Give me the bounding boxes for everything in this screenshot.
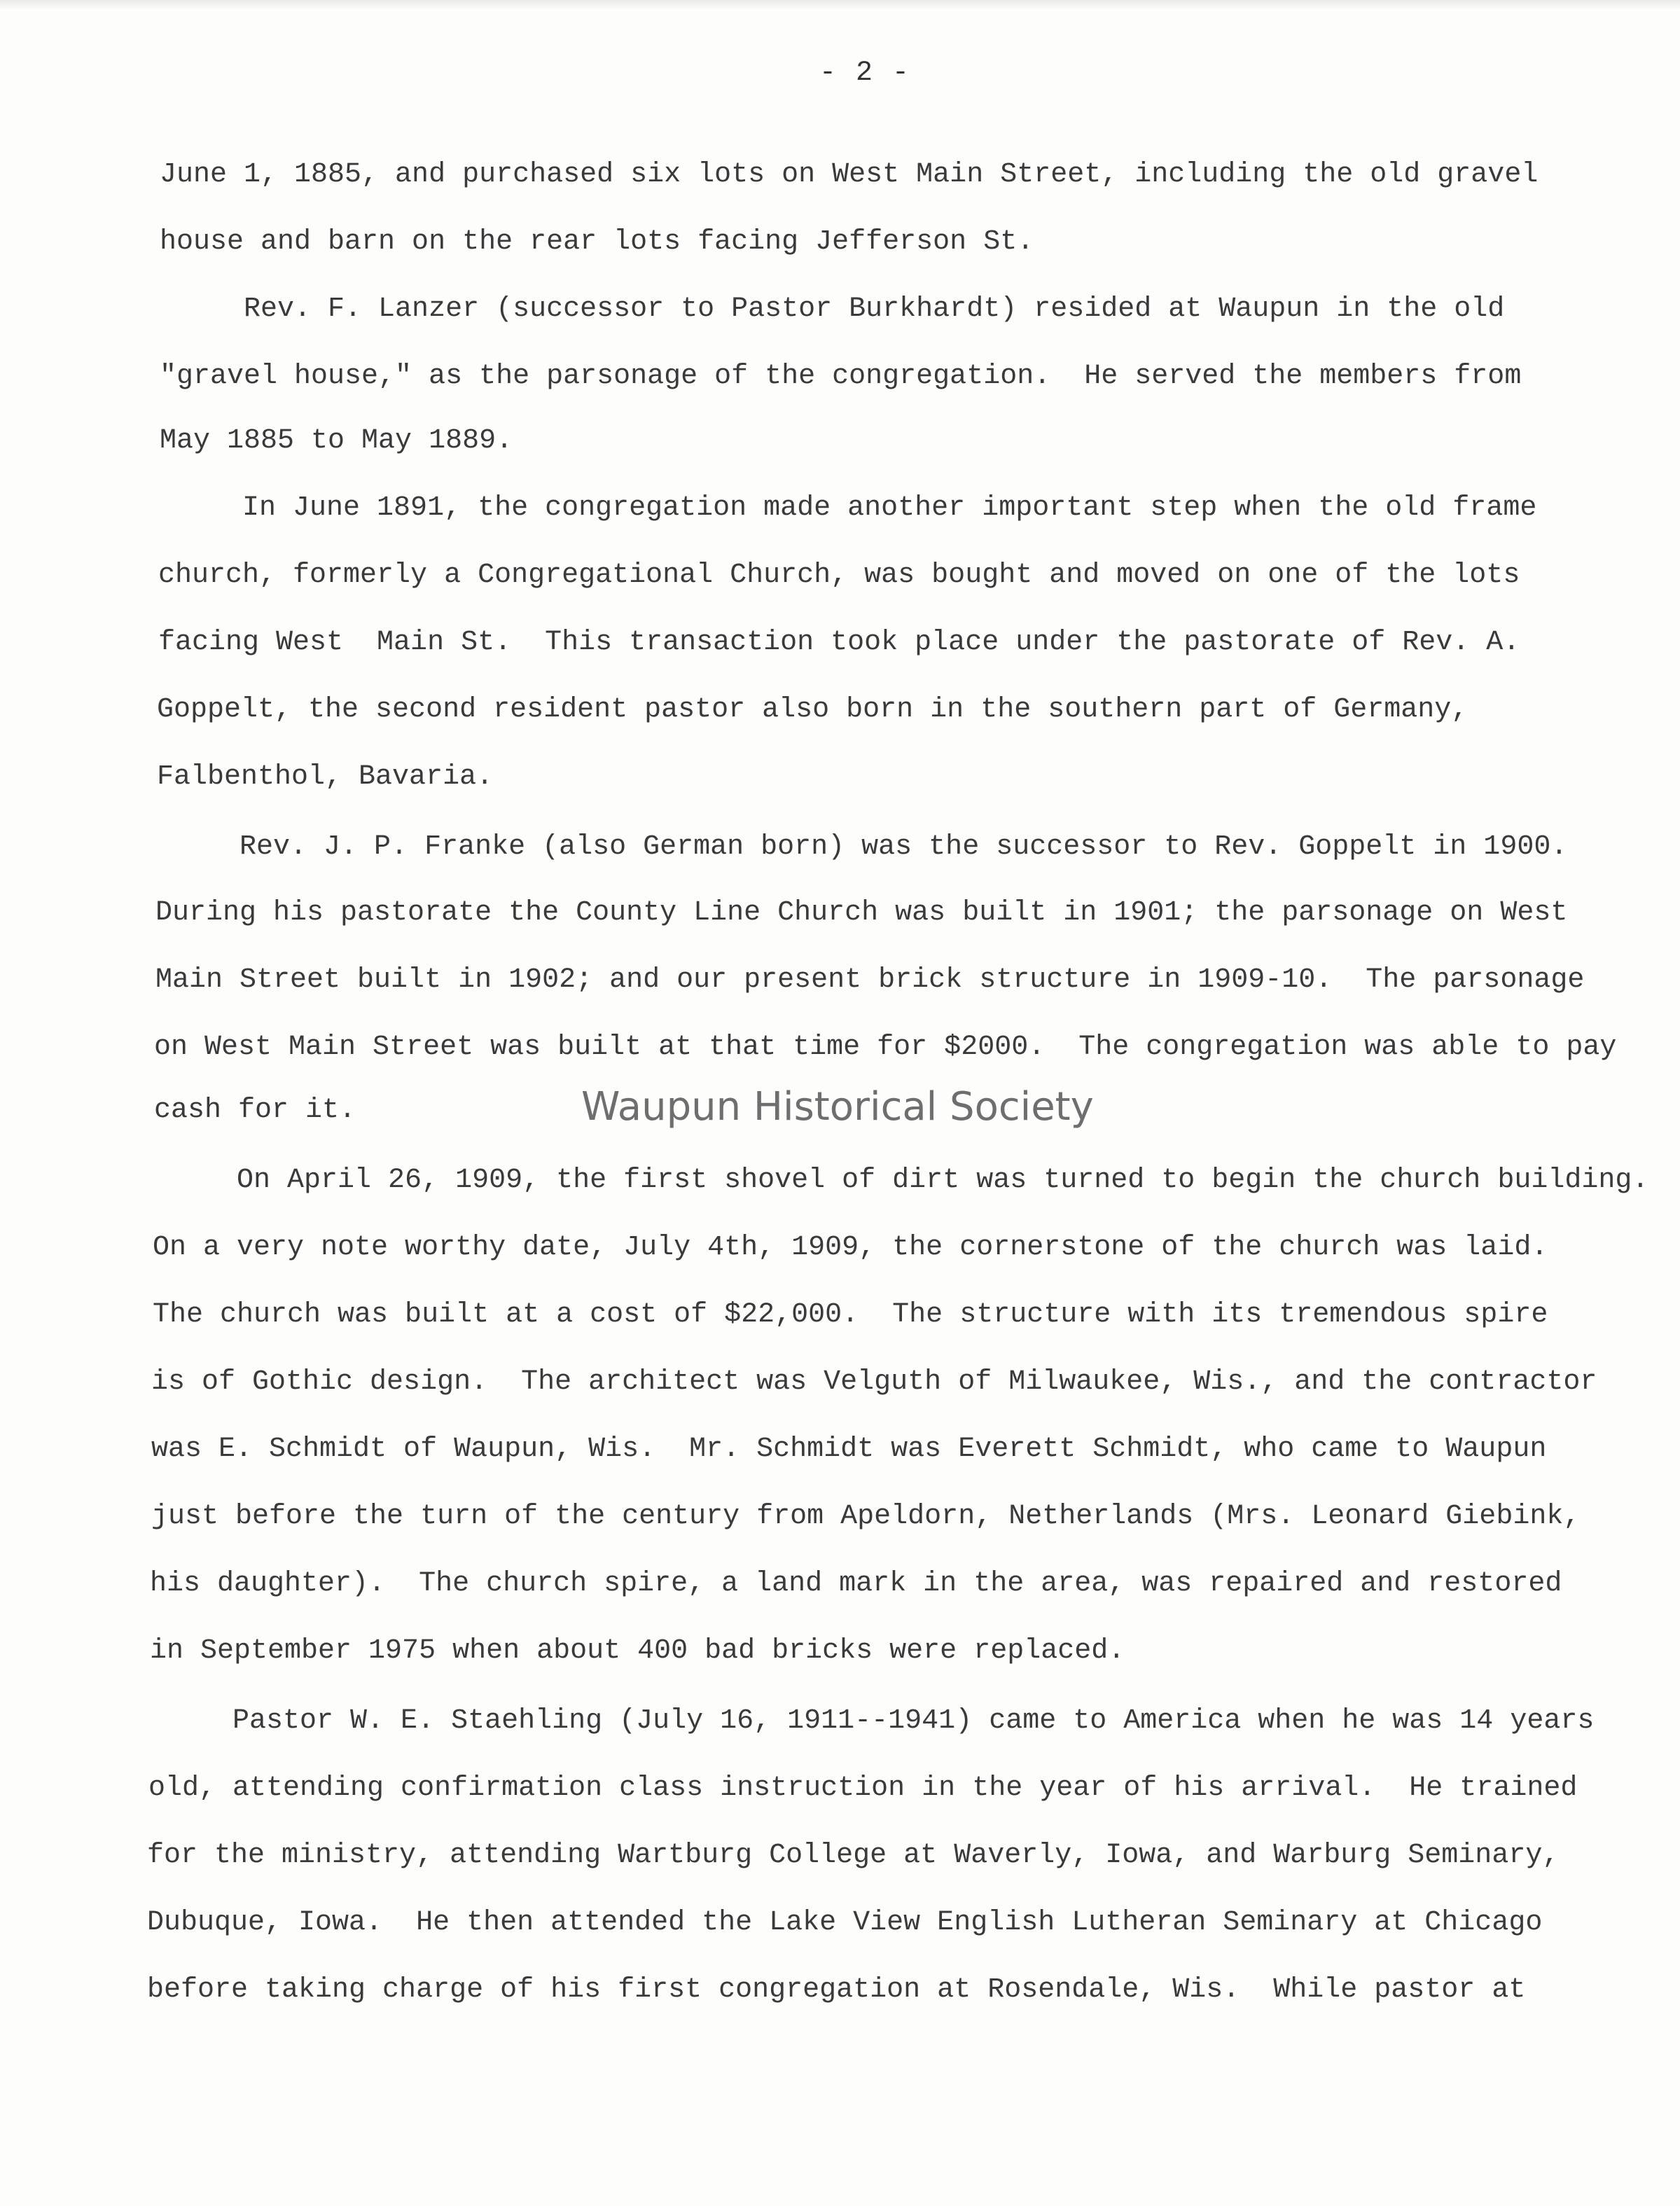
text-line-6: In June 1891, the congregation made another important step when the old frame (158, 492, 1537, 524)
text-line-26: for the ministry, attending Wartburg College at Waverly, Iowa, and Warburg Seminary, (147, 1840, 1560, 1871)
text-line-15: cash for it. (154, 1095, 356, 1126)
text-line-25: old, attending confirmation class instruction in the year of his arrival. He trained (148, 1773, 1578, 1804)
text-line-18: The church was built at a cost of $22,000. The structure with its tremendous spire (153, 1299, 1548, 1331)
page-top-edge (0, 0, 1680, 10)
text-line-14: on West Main Street was built at that time for $2000. The congregation was able to pay (154, 1032, 1617, 1063)
page-number: - 2 - (819, 57, 911, 89)
text-line-4: "gravel house," as the parsonage of the congregation. He served the members from (160, 361, 1522, 392)
text-line-23: in September 1975 when about 400 bad bricks were replaced. (150, 1635, 1125, 1667)
text-line-12: During his pastorate the County Line Church was built in 1901; the parsonage on West (155, 897, 1568, 929)
text-line-17: On a very note worthy date, July 4th, 1909, the cornerstone of the church was laid. (153, 1232, 1548, 1263)
text-line-20: was E. Schmidt of Waupun, Wis. Mr. Schmidt was Everett Schmidt, who came to Waupun (151, 1434, 1547, 1465)
text-line-16: On April 26, 1909, the first shovel of dirt was turned to begin the church building. (153, 1165, 1649, 1196)
watermark-text: Waupun Historical Society (581, 1084, 1094, 1130)
text-line-8: facing West Main St. This transaction took place under the pastorate of Rev. A. (158, 627, 1520, 658)
text-line-11: Rev. J. P. Franke (also German born) was the successor to Rev. Goppelt in 1900. (155, 831, 1568, 863)
text-line-2: house and barn on the rear lots facing Jefferson St. (160, 226, 1034, 258)
text-line-5: May 1885 to May 1889. (160, 425, 513, 457)
text-line-10: Falbenthol, Bavaria. (157, 761, 494, 793)
text-line-19: is of Gothic design. The architect was Velguth of Milwaukee, Wis., and the contractor (151, 1366, 1597, 1398)
text-line-7: church, formerly a Congregational Church, was bought and moved on one of the lots (158, 560, 1520, 591)
text-line-22: his daughter). The church spire, a land mark in the area, was repaired and restored (150, 1568, 1562, 1600)
text-line-27: Dubuque, Iowa. He then attended the Lake View English Lutheran Seminary at Chicago (147, 1907, 1543, 1938)
text-line-28: before taking charge of his first congregation at Rosendale, Wis. While pastor at (147, 1974, 1526, 2006)
text-line-3: Rev. F. Lanzer (successor to Pastor Burkhardt) resided at Waupun in the old (160, 293, 1505, 325)
text-line-24: Pastor W. E. Staehling (July 16, 1911--1941) came to America when he was 14 years (148, 1705, 1595, 1737)
text-line-13: Main Street built in 1902; and our present brick structure in 1909-10. The parsonage (155, 964, 1585, 996)
text-line-21: just before the turn of the century from Apeldorn, Netherlands (Mrs. Leonard Giebink, (151, 1501, 1581, 1532)
text-line-9: Goppelt, the second resident pastor also born in the southern part of Germany, (157, 694, 1469, 726)
text-line-1: June 1, 1885, and purchased six lots on West Main Street, including the old gravel (160, 159, 1539, 190)
